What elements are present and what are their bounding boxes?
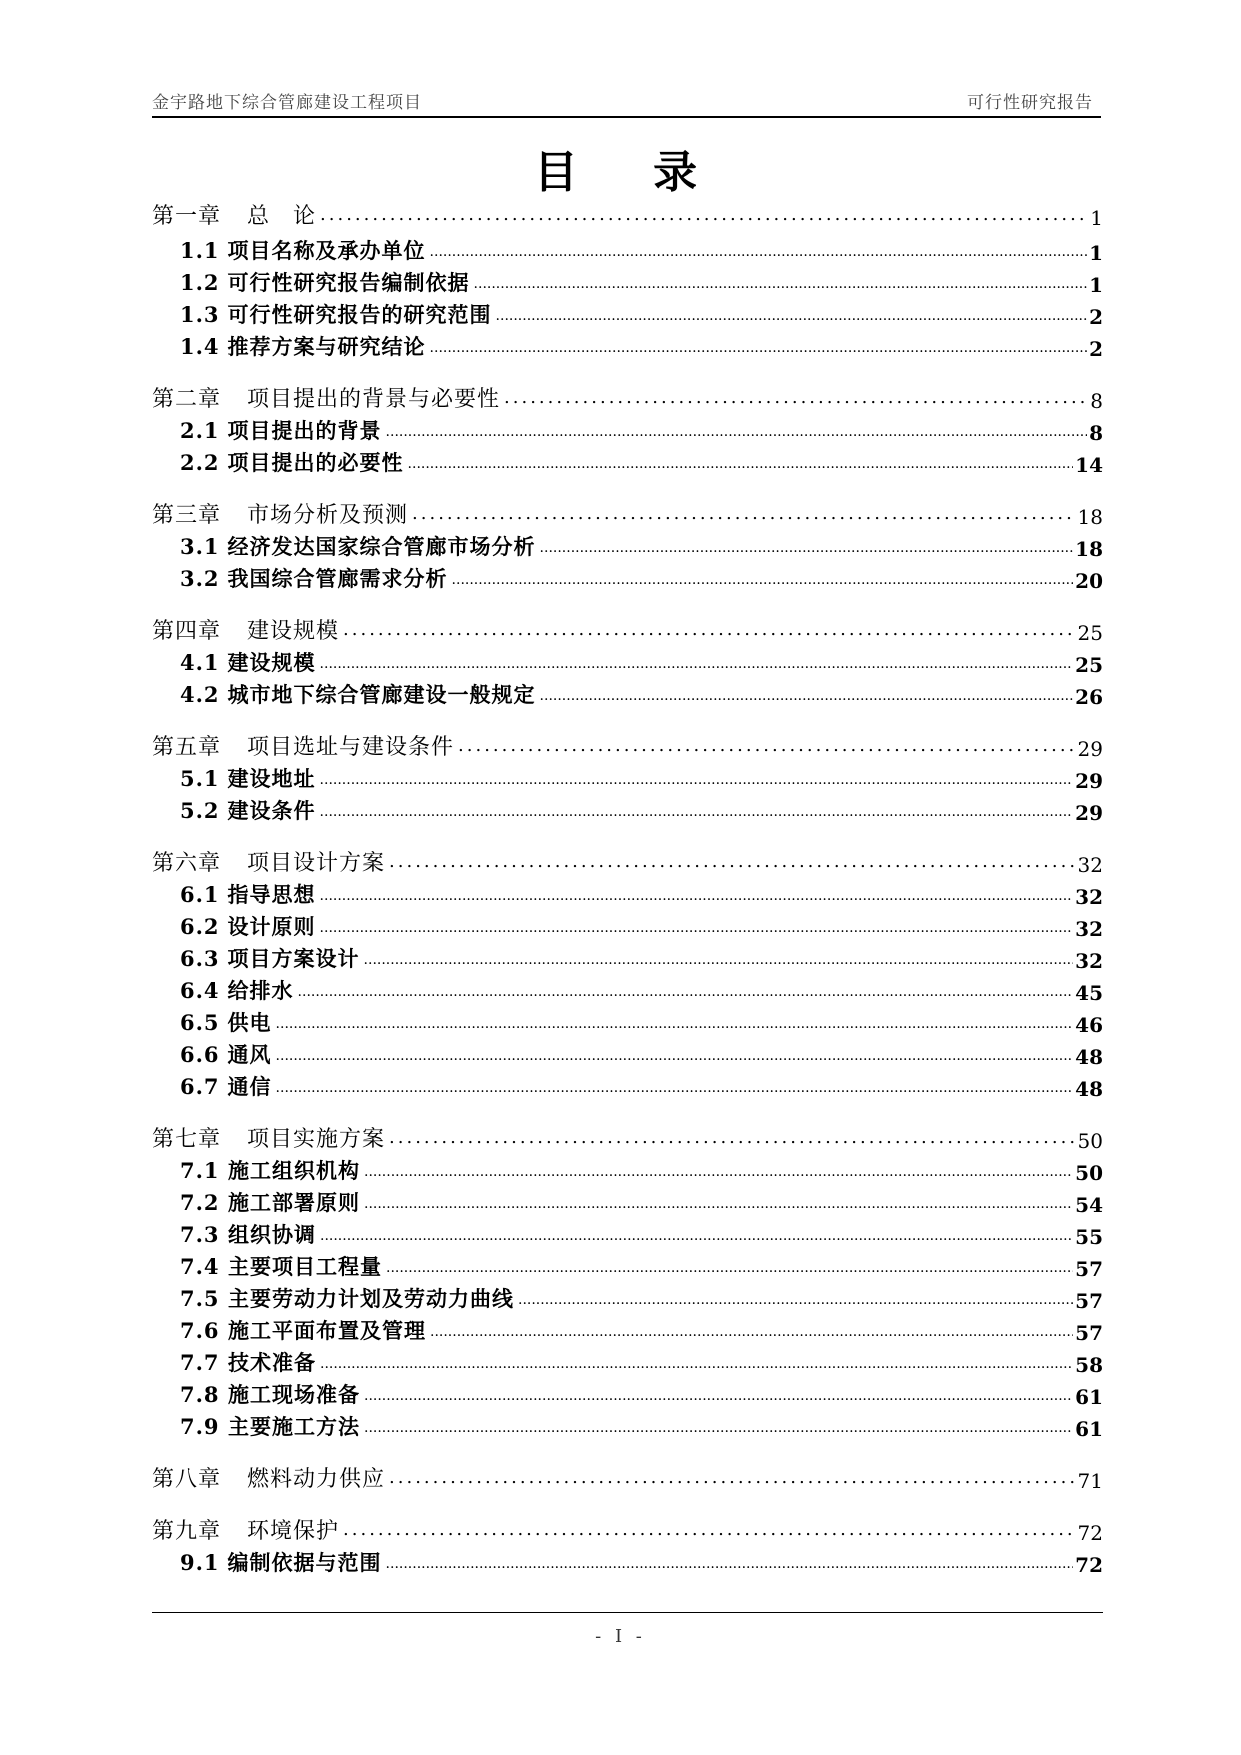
toc-page-number: 72	[1077, 1521, 1103, 1545]
toc-entry-number: 6.7	[180, 1074, 220, 1099]
toc-entry-label: 项目提出的背景与必要性	[247, 387, 501, 412]
toc-section-entry[interactable]	[152, 973, 1103, 1005]
toc-page-number: 25	[1075, 653, 1103, 677]
toc-page-number: 8	[1090, 389, 1103, 413]
toc-entry-number: 3.2	[180, 566, 220, 591]
toc-entry-title	[152, 382, 500, 413]
toc-chapter-entry[interactable]	[152, 198, 1103, 230]
toc-page-number: 57	[1075, 1321, 1103, 1345]
toc-page-number: 54	[1075, 1193, 1103, 1217]
toc-entry-label: 燃料动力供应	[247, 1467, 386, 1492]
toc-entry-title	[152, 614, 339, 645]
toc-section-entry[interactable]	[152, 877, 1103, 909]
dot-leader	[343, 621, 1076, 639]
toc-entry-title	[180, 943, 360, 973]
toc-section-entry[interactable]	[152, 909, 1103, 941]
page-title: 目 录	[533, 147, 728, 198]
toc-entry-label: 城市地下综合管廊建设一般规定	[227, 682, 536, 707]
toc-entry-number: 7.1	[180, 1158, 220, 1183]
toc-entry-number: 5.1	[180, 766, 220, 791]
toc-chapter-entry[interactable]	[152, 1461, 1103, 1493]
toc-entry-label: 项目方案设计	[227, 946, 360, 971]
toc-entry-label: 可行性研究报告的研究范围	[227, 302, 492, 327]
dot-leader	[364, 953, 1074, 967]
toc-section-entry[interactable]	[152, 297, 1103, 329]
toc-entry-number: 7.8	[180, 1382, 220, 1407]
toc-entry-title	[180, 415, 382, 445]
toc-entry-title	[180, 879, 316, 909]
toc-entry-title	[180, 975, 294, 1005]
toc-entry-label: 总 论	[247, 204, 317, 229]
toc-entry-number: 5.2	[180, 798, 220, 823]
toc-section-entry[interactable]	[152, 1545, 1103, 1577]
dot-leader	[452, 573, 1074, 587]
toc-page-number: 29	[1075, 801, 1103, 825]
toc-section-entry[interactable]	[152, 529, 1103, 561]
dot-leader	[320, 657, 1074, 671]
dot-leader	[412, 505, 1076, 523]
toc-page-number: 20	[1075, 569, 1103, 593]
toc-section-entry[interactable]	[152, 1217, 1103, 1249]
toc-entry-number: 6.1	[180, 882, 220, 907]
toc-section-entry[interactable]	[152, 1005, 1103, 1037]
toc-section-entry[interactable]	[152, 645, 1103, 677]
dot-leader	[474, 277, 1088, 291]
toc-entry-number: 6.6	[180, 1042, 220, 1067]
toc-page-number: 57	[1075, 1257, 1103, 1281]
toc-entry-label: 建设条件	[227, 798, 316, 823]
toc-section-entry[interactable]	[152, 233, 1103, 265]
toc-entry-number: 7.2	[180, 1190, 220, 1215]
toc-entry-label: 给排水	[227, 978, 294, 1003]
toc-page-number: 50	[1077, 1129, 1103, 1153]
dot-leader	[389, 1129, 1076, 1147]
toc-entry-title	[180, 331, 426, 361]
toc-entry-title	[152, 1122, 385, 1153]
toc-entry-number: 4.1	[180, 650, 220, 675]
table-of-contents	[152, 0, 1103, 1755]
toc-entry-label: 组织协调	[228, 1222, 316, 1247]
dot-leader	[320, 773, 1074, 787]
toc-page-number: 29	[1077, 737, 1103, 761]
toc-section-entry[interactable]	[152, 1345, 1103, 1377]
toc-section-entry[interactable]	[152, 329, 1103, 361]
toc-section-entry[interactable]	[152, 1377, 1103, 1409]
dot-leader	[364, 1389, 1073, 1403]
toc-entry-label: 施工平面布置及管理	[228, 1318, 426, 1343]
dot-leader	[343, 1521, 1076, 1539]
toc-entry-label: 供电	[227, 1010, 272, 1035]
toc-entry-label: 项目实施方案	[247, 1127, 386, 1152]
dot-leader	[496, 309, 1088, 323]
toc-entry-number: 4.2	[180, 682, 220, 707]
toc-page-number: 1	[1089, 241, 1103, 265]
toc-page-number: 57	[1075, 1289, 1103, 1313]
toc-section-entry[interactable]	[152, 561, 1103, 593]
toc-chapter-entry[interactable]	[152, 497, 1103, 529]
dot-leader	[320, 206, 1088, 224]
toc-page-number: 32	[1075, 917, 1103, 941]
toc-entry-number: 6.5	[180, 1010, 220, 1035]
toc-page-number: 2	[1089, 337, 1103, 361]
toc-entry-number: 1.3	[180, 302, 220, 327]
toc-entry-label: 编制依据与范围	[227, 1550, 382, 1575]
toc-entry-title	[180, 1283, 514, 1313]
dot-leader	[364, 1197, 1073, 1211]
toc-chapter-entry[interactable]	[152, 1513, 1103, 1545]
toc-page-number: 1	[1089, 273, 1103, 297]
toc-entry-number: 9.1	[180, 1550, 220, 1575]
toc-page-number: 58	[1075, 1353, 1103, 1377]
dot-leader	[386, 1557, 1074, 1571]
toc-entry-number: 2.1	[180, 418, 220, 443]
toc-section-entry[interactable]	[152, 677, 1103, 709]
toc-page-number: 48	[1075, 1045, 1103, 1069]
toc-section-entry[interactable]	[152, 761, 1103, 793]
toc-section-entry[interactable]	[152, 793, 1103, 825]
toc-page-number: 2	[1089, 305, 1103, 329]
toc-entry-label: 推荐方案与研究结论	[227, 334, 426, 359]
toc-entry-label: 主要项目工程量	[228, 1254, 382, 1279]
toc-entry-number: 6.4	[180, 978, 220, 1003]
toc-entry-number: 第一章	[152, 204, 222, 229]
toc-entry-label: 主要劳动力计划及劳动力曲线	[228, 1286, 514, 1311]
toc-section-entry[interactable]	[152, 941, 1103, 973]
dot-leader	[408, 457, 1074, 471]
toc-entry-number: 7.5	[180, 1286, 220, 1311]
toc-entry-number: 7.3	[180, 1222, 220, 1247]
header-report-type: 可行性研究报告	[967, 93, 1093, 113]
toc-entry-title	[180, 531, 536, 561]
toc-page-number: 14	[1075, 453, 1103, 477]
toc-entry-number: 1.2	[180, 270, 220, 295]
toc-entry-title	[180, 1039, 272, 1069]
toc-section-entry[interactable]	[152, 1037, 1103, 1069]
toc-entry-label: 可行性研究报告编制依据	[227, 270, 470, 295]
dot-leader	[298, 985, 1074, 999]
toc-entry-title	[180, 447, 404, 477]
toc-entry-title	[180, 235, 426, 265]
toc-entry-title	[180, 563, 448, 593]
toc-entry-title	[180, 1155, 360, 1185]
toc-entry-title	[180, 1379, 360, 1409]
dot-leader	[458, 737, 1076, 755]
toc-section-entry[interactable]	[152, 1069, 1103, 1101]
toc-entry-number: 6.2	[180, 914, 220, 939]
toc-entry-title	[180, 647, 316, 677]
toc-entry-title	[180, 679, 536, 709]
toc-section-entry[interactable]	[152, 1153, 1103, 1185]
toc-entry-title	[180, 795, 316, 825]
toc-entry-number: 第五章	[152, 735, 222, 760]
toc-entry-label: 施工现场准备	[228, 1382, 360, 1407]
dot-leader	[364, 1165, 1073, 1179]
toc-entry-number: 6.3	[180, 946, 220, 971]
toc-page-number: 1	[1090, 206, 1103, 230]
toc-page-number: 61	[1075, 1417, 1103, 1441]
dot-leader	[540, 689, 1074, 703]
toc-entry-title	[152, 730, 454, 761]
toc-section-entry[interactable]	[152, 265, 1103, 297]
dot-leader	[276, 1049, 1074, 1063]
toc-entry-title	[180, 1219, 316, 1249]
toc-entry-label: 主要施工方法	[228, 1414, 360, 1439]
dot-leader	[320, 889, 1074, 903]
toc-entry-label: 项目名称及承办单位	[227, 238, 426, 263]
dot-leader	[320, 1229, 1073, 1243]
dot-leader	[320, 921, 1074, 935]
toc-page-number: 18	[1075, 537, 1103, 561]
toc-page-number: 32	[1075, 885, 1103, 909]
dot-leader	[389, 1469, 1076, 1487]
toc-page-number: 26	[1075, 685, 1103, 709]
toc-entry-number: 7.6	[180, 1318, 220, 1343]
toc-section-entry[interactable]	[152, 1249, 1103, 1281]
toc-entry-number: 7.9	[180, 1414, 220, 1439]
toc-entry-label: 项目提出的必要性	[227, 450, 404, 475]
toc-page-number: 29	[1075, 769, 1103, 793]
toc-entry-label: 环境保护	[247, 1519, 340, 1544]
toc-section-entry[interactable]	[152, 445, 1103, 477]
toc-entry-number: 第三章	[152, 503, 222, 528]
toc-entry-number: 第四章	[152, 619, 222, 644]
toc-entry-label: 项目选址与建设条件	[247, 735, 455, 760]
toc-entry-label: 通信	[227, 1074, 272, 1099]
toc-page-number: 25	[1077, 621, 1103, 645]
dot-leader	[518, 1293, 1073, 1307]
dot-leader	[389, 853, 1076, 871]
toc-entry-title	[180, 911, 316, 941]
toc-entry-number: 3.1	[180, 534, 220, 559]
toc-page-number: 61	[1075, 1385, 1103, 1409]
toc-entry-number: 第六章	[152, 851, 222, 876]
dot-leader	[540, 541, 1074, 555]
toc-page-number: 72	[1075, 1553, 1103, 1577]
toc-chapter-entry[interactable]	[152, 729, 1103, 761]
toc-section-entry[interactable]	[152, 1409, 1103, 1441]
dot-leader	[320, 805, 1074, 819]
toc-page-number: 45	[1075, 981, 1103, 1005]
toc-entry-number: 第七章	[152, 1127, 222, 1152]
toc-entry-label: 通风	[227, 1042, 272, 1067]
dot-leader	[504, 389, 1088, 407]
dot-leader	[320, 1357, 1073, 1371]
toc-page-number: 55	[1075, 1225, 1103, 1249]
dot-leader	[430, 341, 1088, 355]
dot-leader	[276, 1017, 1074, 1031]
toc-entry-label: 项目提出的背景	[227, 418, 382, 443]
toc-entry-label: 建设规模	[247, 619, 340, 644]
toc-page-number: 48	[1075, 1077, 1103, 1101]
toc-entry-title	[180, 1007, 272, 1037]
toc-page-number: 71	[1077, 1469, 1103, 1493]
dot-leader	[386, 425, 1088, 439]
toc-entry-title	[152, 1462, 385, 1493]
toc-chapter-entry[interactable]	[152, 1121, 1103, 1153]
toc-entry-label: 施工部署原则	[228, 1190, 360, 1215]
toc-entry-label: 技术准备	[228, 1350, 316, 1375]
toc-section-entry[interactable]	[152, 413, 1103, 445]
toc-page-number: 46	[1075, 1013, 1103, 1037]
toc-entry-title	[180, 1187, 360, 1217]
toc-entry-title	[180, 1251, 382, 1281]
toc-entry-label: 我国综合管廊需求分析	[227, 566, 448, 591]
dot-leader	[364, 1421, 1073, 1435]
toc-chapter-entry[interactable]	[152, 613, 1103, 645]
toc-entry-number: 7.4	[180, 1254, 220, 1279]
toc-section-entry[interactable]	[152, 1313, 1103, 1345]
toc-entry-title	[180, 1071, 272, 1101]
dot-leader	[276, 1081, 1074, 1095]
toc-page-number: 18	[1077, 505, 1103, 529]
toc-entry-title	[152, 498, 408, 529]
toc-entry-title	[180, 1411, 360, 1441]
toc-entry-title	[180, 1547, 382, 1577]
toc-page-number: 8	[1089, 421, 1103, 445]
toc-entry-number: 第九章	[152, 1519, 222, 1544]
toc-entry-label: 市场分析及预测	[247, 503, 409, 528]
toc-page-number: 50	[1075, 1161, 1103, 1185]
page-number: - I -	[595, 1626, 646, 1647]
toc-entry-label: 建设规模	[227, 650, 316, 675]
toc-entry-number: 2.2	[180, 450, 220, 475]
toc-section-entry[interactable]	[152, 1281, 1103, 1313]
toc-entry-label: 建设地址	[227, 766, 316, 791]
header-project-title: 金宇路地下综合管廊建设工程项目	[152, 93, 422, 113]
dot-leader	[430, 1325, 1073, 1339]
toc-entry-title	[180, 1347, 316, 1377]
dot-leader	[386, 1261, 1073, 1275]
toc-entry-number: 第二章	[152, 387, 222, 412]
toc-entry-number: 7.7	[180, 1350, 220, 1375]
toc-entry-title	[180, 763, 316, 793]
toc-entry-label: 施工组织机构	[228, 1158, 360, 1183]
toc-entry-title	[180, 299, 492, 329]
toc-entry-label: 项目设计方案	[247, 851, 386, 876]
toc-entry-number: 1.4	[180, 334, 220, 359]
toc-entry-title	[152, 199, 316, 230]
toc-entry-title	[152, 846, 385, 877]
toc-chapter-entry[interactable]	[152, 845, 1103, 877]
toc-entry-title	[180, 267, 470, 297]
toc-chapter-entry[interactable]	[152, 381, 1103, 413]
toc-section-entry[interactable]	[152, 1185, 1103, 1217]
toc-entry-label: 指导思想	[227, 882, 316, 907]
toc-entry-number: 1.1	[180, 238, 220, 263]
toc-entry-number: 第八章	[152, 1467, 222, 1492]
toc-page-number: 32	[1077, 853, 1103, 877]
toc-entry-label: 设计原则	[227, 914, 316, 939]
toc-entry-title	[152, 1514, 339, 1545]
dot-leader	[430, 245, 1088, 259]
toc-page-number: 32	[1075, 949, 1103, 973]
toc-entry-label: 经济发达国家综合管廊市场分析	[227, 534, 536, 559]
footer-rule	[152, 1612, 1103, 1613]
toc-entry-title	[180, 1315, 426, 1345]
